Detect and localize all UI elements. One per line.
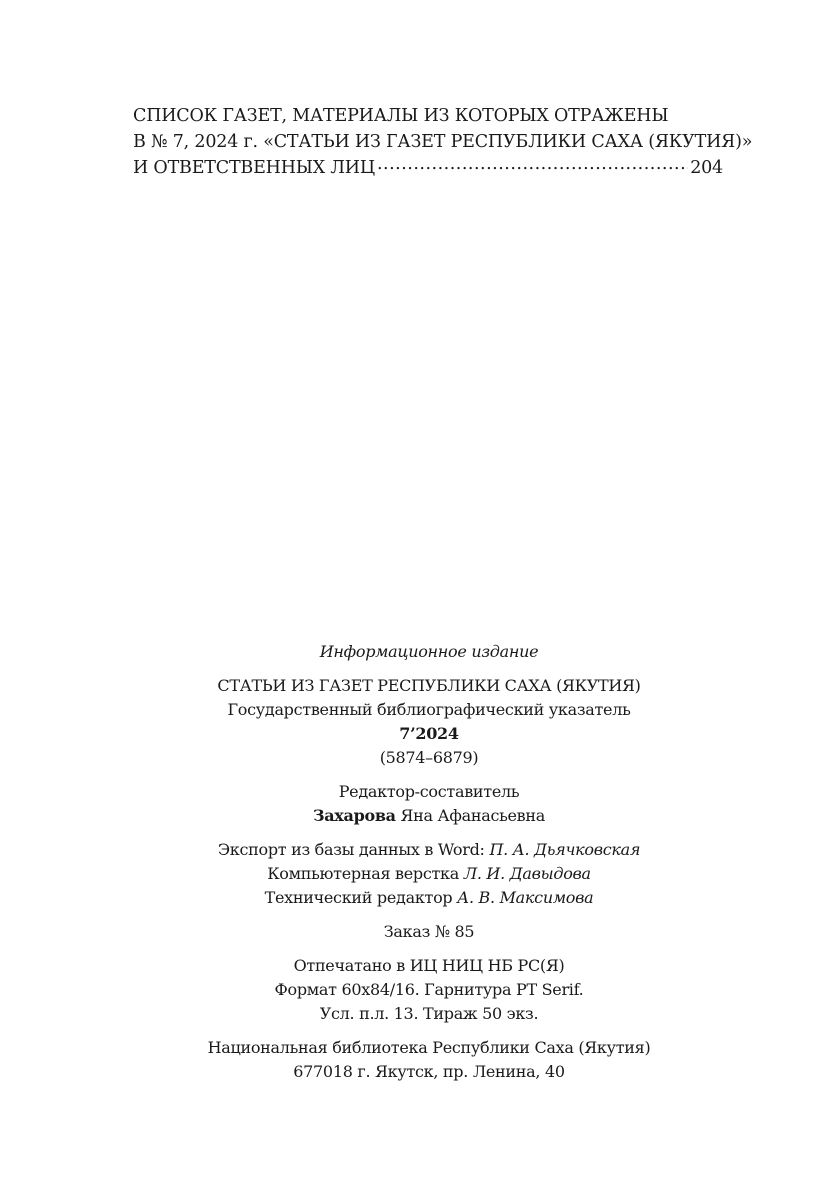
publisher-address: 677018 г. Якутск, пр. Ленина, 40 — [293, 1062, 565, 1081]
export-label: Экспорт из базы данных в Word: — [217, 840, 485, 859]
toc-entry-line-2: В № 7, 2024 г. «СТАТЬИ ИЗ ГАЗЕТ РЕСПУБЛИКИ САХА (ЯКУТИЯ)» — [133, 132, 753, 152]
imprint-block — [0, 640, 839, 1084]
toc-leader-dots — [377, 156, 688, 174]
editor-surname: Захарова — [312, 806, 396, 825]
export-name: П. А. Дьячковская — [489, 840, 641, 859]
tech-editor-label: Технический редактор — [264, 888, 453, 907]
editor-role: Редактор-составитель — [338, 782, 520, 801]
tech-editor-credit — [0, 886, 839, 910]
publication-title: СТАТЬИ ИЗ ГАЗЕТ РЕСПУБЛИКИ САХА (ЯКУТИЯ) — [217, 676, 641, 695]
toc-entry-text: И ОТВЕТСТВЕННЫХ ЛИЦ — [133, 158, 375, 178]
edition-type: Информационное издание — [319, 642, 539, 661]
tech-editor-name: А. В. Максимова — [457, 888, 594, 907]
layout-name: Л. И. Давыдова — [463, 864, 591, 883]
layout-credit — [0, 862, 839, 886]
toc-entry-line-3 — [133, 155, 723, 181]
publisher-name: Национальная библиотека Республики Саха (Якутия) — [207, 1038, 651, 1057]
issue-number: 7’2024 — [399, 724, 459, 743]
toc-page-number: 204 — [690, 158, 723, 178]
editor-name — [0, 804, 839, 828]
order-number: Заказ № 85 — [383, 922, 475, 941]
layout-label: Компьютерная верстка — [267, 864, 460, 883]
print-run: Усл. п.л. 13. Тираж 50 экз. — [319, 1004, 539, 1023]
publication-subtitle: Государственный библиографический указатель — [227, 700, 631, 719]
toc-entry — [133, 103, 753, 181]
format-info: Формат 60х84/16. Гарнитура PT Serif. — [274, 980, 584, 999]
printed-at: Отпечатано в ИЦ НИЦ НБ РС(Я) — [293, 956, 565, 975]
entry-range: (5874–6879) — [379, 748, 479, 767]
toc-entry-line-1: СПИСОК ГАЗЕТ, МАТЕРИАЛЫ ИЗ КОТОРЫХ ОТРАЖЕНЫ — [133, 106, 669, 126]
export-credit — [0, 838, 839, 862]
editor-given-name: Яна Афанасьевна — [400, 806, 545, 825]
